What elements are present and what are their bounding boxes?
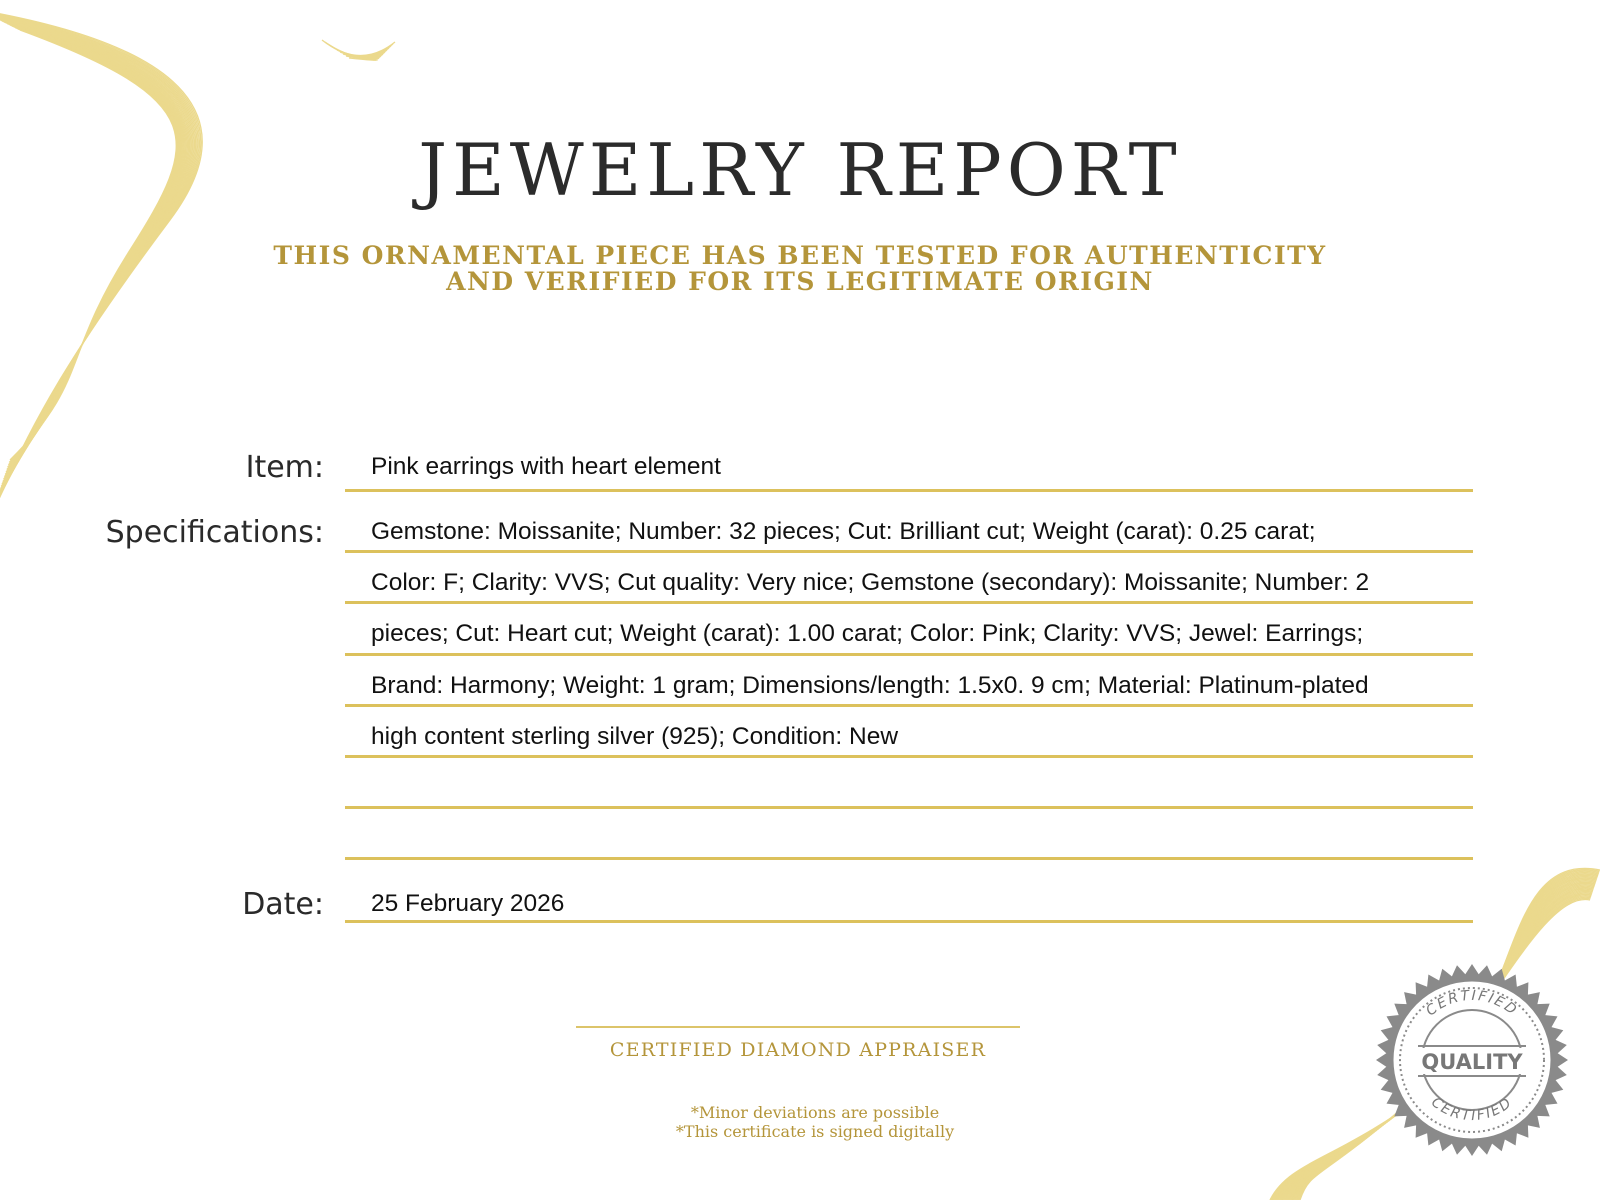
spec-rule-6 [345,806,1473,809]
signature-line [576,1026,1020,1028]
date-rule [345,920,1473,923]
note-deviations: *Minor deviations are possible [690,1103,940,1122]
subtitle [0,243,1600,295]
page-title: JEWELRY REPORT [418,128,1182,212]
spec-line-2: Color: F; Clarity: VVS; Cut quality: Very nice; Gemstone (secondary): Moissanite; Number: 2 [371,569,1370,596]
spec-rule-3 [345,653,1473,656]
spec-line-1: Gemstone: Moissanite; Number: 32 pieces; Cut: Brilliant cut; Weight (carat): 0.25 carat; [371,518,1316,545]
seal-center-text: QUALITY [1421,1050,1523,1074]
spec-rule-4 [345,704,1473,707]
spec-line-4: Brand: Harmony; Weight: 1 gram; Dimensions/length: 1.5x0. 9 cm; Material: Platinum-plated [371,672,1369,699]
seal-bottom-text: CERTIFIED [1428,1094,1516,1125]
subtitle-line-2: AND VERIFIED FOR ITS LEGITIMATE ORIGIN [446,267,1154,296]
seal-top-text: CERTIFIED [1423,987,1521,1020]
appraiser-title: CERTIFIED DIAMOND APPRAISER [609,1039,987,1061]
specifications-label: Specifications: [105,515,324,550]
date-label: Date: [242,887,324,922]
quality-seal-icon [1372,960,1572,1160]
item-value: Pink earrings with heart element [371,453,721,480]
spec-line-5: high content sterling silver (925); Condition: New [371,723,899,750]
spec-rule-5 [345,755,1473,758]
footer-notes [600,1103,1030,1141]
subtitle-line-1: THIS ORNAMENTAL PIECE HAS BEEN TESTED FOR AUTHENTICITY [273,241,1327,270]
item-rule [345,489,1473,492]
spec-rule-2 [345,601,1473,604]
spec-line-3: pieces; Cut: Heart cut; Weight (carat): 1.00 carat; Color: Pink; Clarity: VVS; Jewel: Earrings; [371,620,1364,647]
spec-rule-1 [345,550,1473,553]
note-digital-signature: *This certificate is signed digitally [675,1122,955,1141]
date-value: 25 February 2026 [371,890,565,917]
item-label: Item: [245,450,324,485]
spec-rule-7 [345,857,1473,860]
